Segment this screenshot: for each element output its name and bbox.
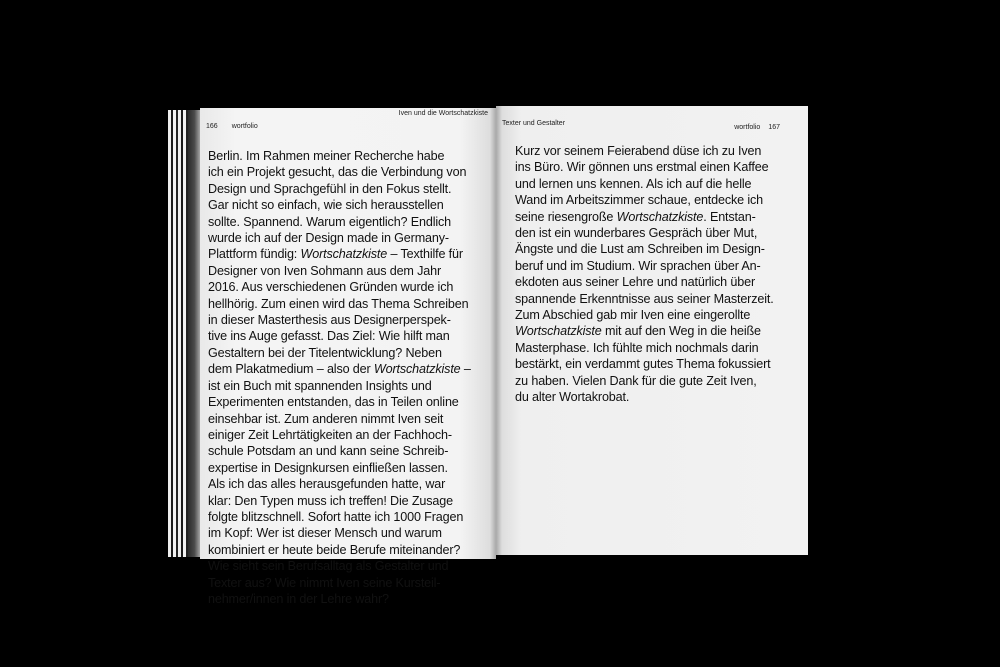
body-line (208, 575, 492, 591)
body-line (515, 209, 805, 225)
body-line (208, 197, 492, 213)
line-text: ins Büro. Wir gönnen uns erstmal einen Kaffee (515, 160, 769, 175)
left-page-number: 166 (206, 123, 218, 130)
body-line (208, 476, 492, 492)
line-text: und lernen uns kennen. Als ich auf die helle (515, 176, 752, 191)
line-text: Design und Sprachgefühl in den Fokus stellt. (208, 181, 452, 196)
body-line (515, 159, 805, 175)
right-page (496, 106, 808, 555)
body-line (208, 361, 492, 377)
body-line (208, 246, 492, 262)
body-line (208, 493, 492, 509)
body-line (208, 558, 492, 574)
line-italic-title: Wortschatzkiste (616, 209, 704, 224)
line-text-after: mit auf den Weg in die heiße (601, 324, 761, 339)
line-italic-title: Wortschatzkiste (300, 247, 388, 262)
body-line (208, 214, 492, 230)
body-line (208, 542, 492, 558)
body-line (208, 263, 492, 279)
line-text: Wie sieht sein Berufsalltag als Gestalter und (208, 559, 449, 574)
body-line (515, 291, 805, 307)
line-text: kombiniert er heute beide Berufe miteinander? (208, 542, 461, 557)
body-line (208, 345, 492, 361)
line-text-after: . Entstan- (703, 209, 756, 224)
line-text-after: – Texthilfe für (387, 247, 463, 262)
line-text: einsehbar ist. Zum anderen nimmt Iven seit (208, 411, 444, 426)
line-text: spannende Erkenntnisse aus seiner Masterzeit. (515, 291, 774, 306)
body-line (208, 312, 492, 328)
line-italic-title: Wortschatzkiste (373, 362, 461, 377)
line-text: hellhörig. Zum einen wird das Thema Schreiben (208, 296, 469, 311)
body-line (515, 323, 805, 339)
left-running-head (206, 123, 258, 131)
line-text: Plattform fündig: (208, 247, 301, 262)
line-text: Gestaltern bei der Titelentwicklung? Neben (208, 345, 442, 360)
line-text: Gar nicht so einfach, wie sich herausstellen (208, 198, 444, 213)
right-running-head (734, 124, 780, 132)
left-section-title: Iven und die Wortschatzkiste (398, 110, 488, 117)
line-text: zu haben. Vielen Dank für die gute Zeit Iven, (515, 373, 757, 388)
line-text: wurde ich auf der Design made in Germany- (208, 231, 449, 246)
right-page-number: 167 (768, 124, 780, 131)
body-line (208, 181, 492, 197)
line-text: Zum Abschied gab mir Iven eine eingerollte (515, 308, 751, 323)
body-line (208, 328, 492, 344)
body-line (515, 258, 805, 274)
left-running-title: wortfolio (231, 123, 258, 130)
line-text: Wand im Arbeitszimmer schaue, entdecke ich (515, 193, 764, 208)
line-text: Experimenten entstanden, das in Teilen online (208, 395, 459, 410)
right-section-title: Texter und Gestalter (502, 120, 566, 127)
body-line (515, 225, 805, 241)
body-line (208, 164, 492, 180)
left-body-text (208, 148, 492, 607)
body-line (515, 307, 805, 323)
body-line (515, 274, 805, 290)
line-text: beruf und im Studium. Wir sprachen über An- (515, 258, 761, 273)
line-text: Designer von Iven Sohmann aus dem Jahr (208, 263, 442, 278)
body-line (208, 509, 492, 525)
body-line (208, 525, 492, 541)
body-line (515, 241, 805, 257)
body-line (208, 427, 492, 443)
line-text: expertise in Designkursen einfließen lassen. (208, 460, 448, 475)
book-gutter (490, 106, 502, 559)
line-text: bestärkt, ein verdammt gutes Thema fokussiert (515, 357, 771, 372)
line-text: ekdoten aus seiner Lehre und natürlich über (515, 275, 755, 290)
right-body-text (515, 143, 805, 406)
line-text: seine riesengroße (515, 209, 617, 224)
line-text: ich ein Projekt gesucht, das die Verbindung von (208, 165, 467, 180)
body-line (208, 148, 492, 164)
line-text: Ängste und die Lust am Schreiben im Design- (515, 242, 765, 257)
line-text: nehmer/innen in der Lehre wahr? (208, 591, 389, 606)
body-line (515, 176, 805, 192)
line-text: in dieser Masterthesis aus Designerperspek- (208, 313, 451, 328)
line-text: ist ein Buch mit spannenden Insights und (208, 378, 432, 393)
body-line (208, 591, 492, 607)
line-text: einiger Zeit Lehrtätigkeiten an der Fachhoch- (208, 427, 452, 442)
line-text: Berlin. Im Rahmen meiner Recherche habe (208, 149, 445, 163)
line-text: dem Plakatmedium – also der (208, 362, 374, 377)
line-text: folgte blitzschnell. Sofort hatte ich 1000 Fragen (208, 509, 464, 524)
line-text: Als ich das alles herausgefunden hatte, war (208, 477, 446, 492)
body-line (515, 356, 805, 372)
body-line (208, 460, 492, 476)
line-italic-title: Wortschatzkiste (515, 324, 602, 339)
left-page (200, 108, 496, 606)
right-running-title: wortfolio (734, 124, 761, 131)
body-line (208, 394, 492, 410)
line-text: Kurz vor seinem Feierabend düse ich zu Iven (515, 144, 762, 158)
page-edges (168, 110, 204, 557)
body-line (515, 340, 805, 356)
line-text: Masterphase. Ich fühlte mich nochmals darin (515, 340, 759, 355)
line-text: tive ins Auge gefasst. Das Ziel: Wie hilft man (208, 329, 450, 344)
body-line (208, 296, 492, 312)
body-line (515, 389, 805, 405)
body-line (208, 230, 492, 246)
body-line (208, 279, 492, 295)
body-line (515, 143, 805, 159)
line-text: den ist ein wunderbares Gespräch über Mut, (515, 226, 758, 241)
line-text: schule Potsdam an und kann seine Schreib- (208, 444, 449, 459)
body-line (208, 411, 492, 427)
line-text-after: – (460, 362, 471, 377)
line-text: 2016. Aus verschiedenen Gründen wurde ich (208, 280, 454, 295)
line-text: sollte. Spannend. Warum eigentlich? Endlich (208, 214, 452, 229)
body-line (208, 378, 492, 394)
body-line (208, 443, 492, 459)
line-text: im Kopf: Wer ist dieser Mensch und warum (208, 526, 442, 541)
line-text: du alter Wortakrobat. (515, 390, 630, 405)
line-text: Texter aus? Wie nimmt Iven seine Kursteil- (208, 575, 441, 590)
body-line (515, 373, 805, 389)
body-line (515, 192, 805, 208)
line-text: klar: Den Typen muss ich treffen! Die Zusage (208, 493, 453, 508)
